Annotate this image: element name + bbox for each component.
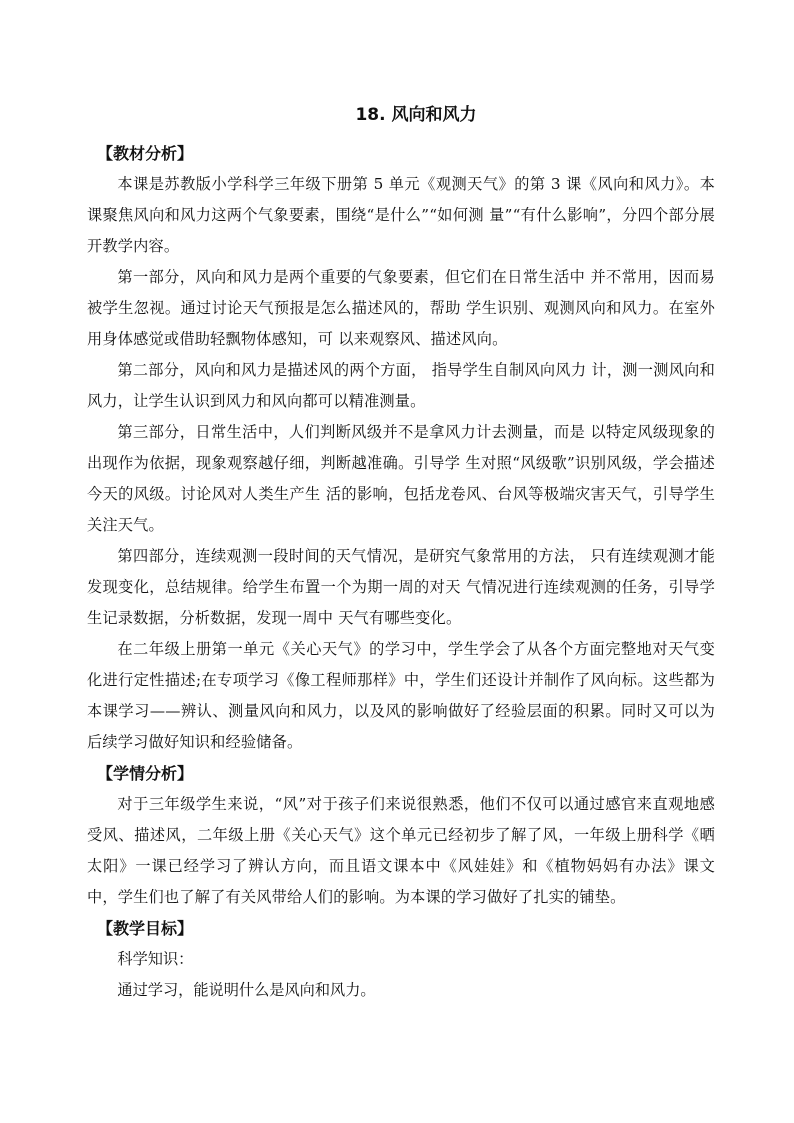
paragraph: 第一部分，风向和风力是两个重要的气象要素，但它们在日常生活中 并不常用，因而易被学生忽视。通过讨论天气预报是怎么描述风的，帮助 学生识别、观测风向和风力。在室外用身体感觉或借助轻飘物体感知，可 以来观察风、描述风向。 [87,268,715,348]
paragraph: 第四部分，连续观测一段时间的天气情况，是研究气象常用的方法， 只有连续观测才能发现变化，总结规律。给学生布置一个为期一周的对天 气情况进行连续观测的任务，引导学生记录数据，分析数据，发现一周中 天气有哪些变化。 [87,547,715,627]
paragraph: 第二部分，风向和风力是描述风的两个方面， 指导学生自制风向风力 计，测一测风向和风力，让学生认识到风力和风向都可以精准测量。 [87,361,715,410]
paragraph: 第三部分，日常生活中，人们判断风级并不是拿风力计去测量，而是 以特定风级现象的出现作为依据，现象观察越仔细，判断越准确。引导学 生对照“风级歌”识别风级，学会描述今天的风级。讨论风对人类生产生 活的影响，包括龙卷风、台风等极端灾害天气，引导学生关注天气。 [87,423,715,534]
paragraph: 本课是苏教版小学科学三年级下册第 5 单元《观测天气》的第 3 课《风向和风力》。本课聚焦风向和风力这两个气象要素，围绕“是什么”“如何测 量”“有什么影响”，分四个部分展开教学内容。 [87,175,715,255]
section-heading-teaching-objectives: 【教学目标】 [97,919,194,938]
paragraph: 对于三年级学生来说，“风”对于孩子们来说很熟悉，他们不仅可以通过感官来直观地感受风、描述风，二年级上册《关心天气》这个单元已经初步了解了风，一年级上册科学《晒太阳》一课已经学习了辨认方向，而且语文课本中《风娃娃》和《植物妈妈有办法》课文中，学生们也了解了有关风带给人们的影响。为本课的学习做好了扎实的铺垫。 [87,795,715,906]
section-heading-student-analysis: 【学情分析】 [97,764,194,783]
document-content [87,100,715,1006]
paragraph: 通过学习，能说明什么是风向和风力。 [117,981,376,999]
paragraph: 在二年级上册第一单元《关心天气》的学习中，学生学会了从各个方面完整地对天气变化进行定性描述;在专项学习《像工程师那样》中，学生们还设计并制作了风向标。这些都为本课学习——辨认、测量风向和风力，以及风的影响做好了经验层面的积累。同时又可以为后续学习做好知识和经验储备。 [87,640,715,751]
section-heading-textbook-analysis: 【教材分析】 [97,144,194,163]
paragraph: 科学知识： [117,950,194,968]
page-title: 18. 风向和风力 [355,105,477,125]
